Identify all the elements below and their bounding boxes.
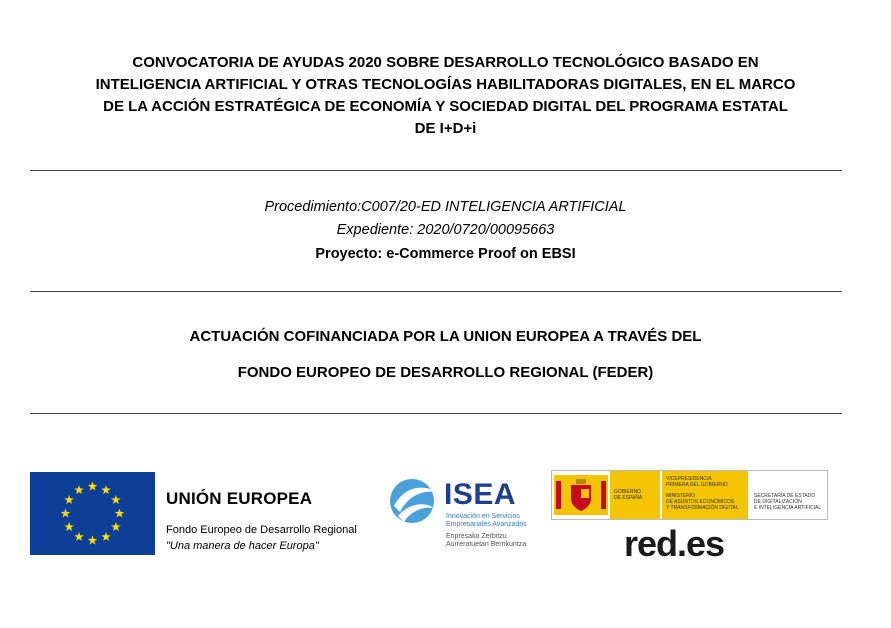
gov-text-line: DE DIGITALIZACIÓN — [754, 499, 802, 505]
title-line: INTELIGENCIA ARTIFICIAL Y OTRAS TECNOLOGÍAS HABILITADORAS DIGITALES, EN EL MARCO — [95, 76, 796, 93]
gobierno-text — [614, 489, 642, 501]
document-title — [30, 52, 861, 140]
eu-flag-icon — [30, 472, 155, 555]
isea-subtitle-line: Enpresako Zerbitzu — [446, 533, 507, 540]
feder-line: FONDO EUROPEO DE DESARROLLO REGIONAL (FEDER) — [237, 364, 654, 381]
eu-fund-name: Fondo Europeo de Desarrollo Regional — [166, 524, 357, 536]
government-banner — [551, 470, 828, 520]
isea-subtitle-line: Aurreratuetan Berrikuntza — [446, 541, 527, 548]
eu-star-icon — [88, 536, 98, 545]
redes-logo: red.es — [624, 523, 725, 564]
eu-star-icon — [111, 495, 121, 504]
gov-text-line: MINISTERIO — [666, 493, 696, 499]
eu-star-icon — [64, 522, 74, 531]
vicepresidencia-text — [666, 476, 728, 488]
eu-motto: "Una manera de hacer Europa" — [166, 540, 319, 552]
eu-star-icon — [111, 522, 121, 531]
title-line: DE LA ACCIÓN ESTRATÉGICA DE ECONOMÍA Y SOCIEDAD DIGITAL DEL PROGRAMA ESTATAL — [103, 98, 788, 115]
gov-text-line: SECRETARÍA DE ESTADO — [754, 493, 816, 499]
expediente-text: Expediente: 2020/0720/00095663 — [336, 222, 555, 238]
eu-star-icon — [64, 495, 74, 504]
title-line: DE I+D+i — [414, 120, 477, 137]
actuacion-line: ACTUACIÓN COFINANCIADA POR LA UNION EUROPEA A TRAVÉS DEL — [189, 328, 702, 345]
eu-star-icon — [74, 532, 84, 541]
eu-star-icon — [88, 482, 98, 491]
isea-subtitle-eu — [446, 533, 526, 549]
eu-star-icon — [74, 485, 84, 494]
gov-text-line: VICEPRESIDENCIA — [666, 476, 712, 482]
isea-symbol-icon — [386, 476, 440, 526]
isea-subtitle-es — [446, 513, 527, 529]
gov-text-line: GOBIERNO — [614, 489, 641, 495]
isea-logo-text: ISEA — [444, 478, 517, 511]
eu-star-icon — [101, 485, 111, 494]
divider — [30, 291, 842, 292]
divider — [30, 170, 842, 171]
proyecto-text: Proyecto: e-Commerce Proof on EBSI — [315, 246, 576, 262]
gov-text-line: PRIMERA DEL GOBIERNO — [666, 482, 728, 488]
gov-text-line: DE ASUNTOS ECONÓMICOS — [666, 499, 735, 505]
gov-text-line: DE ESPAÑA — [614, 495, 643, 501]
eu-star-icon — [101, 532, 111, 541]
procedimiento-text: Procedimiento:C007/20-ED INTELIGENCIA ARTIFICIAL — [264, 199, 627, 215]
isea-subtitle-line: Innovación en Servicios — [446, 513, 520, 520]
eu-star-icon — [61, 509, 71, 518]
ministerio-text — [666, 493, 739, 511]
isea-subtitle-line: Empresariales Avanzados — [446, 521, 527, 528]
spain-coat-of-arms-icon — [554, 475, 608, 515]
title-line: CONVOCATORIA DE AYUDAS 2020 SOBRE DESARROLLO TECNOLÓGICO BASADO EN — [132, 54, 759, 71]
gov-text-line: E INTELIGENCIA ARTIFICIAL — [754, 505, 822, 511]
secretaria-text — [754, 493, 821, 511]
divider — [30, 413, 842, 414]
eu-name: UNIÓN EUROPEA — [166, 489, 313, 508]
gov-text-line: Y TRANSFORMACIÓN DIGITAL — [666, 505, 739, 511]
eu-star-icon — [115, 509, 125, 518]
